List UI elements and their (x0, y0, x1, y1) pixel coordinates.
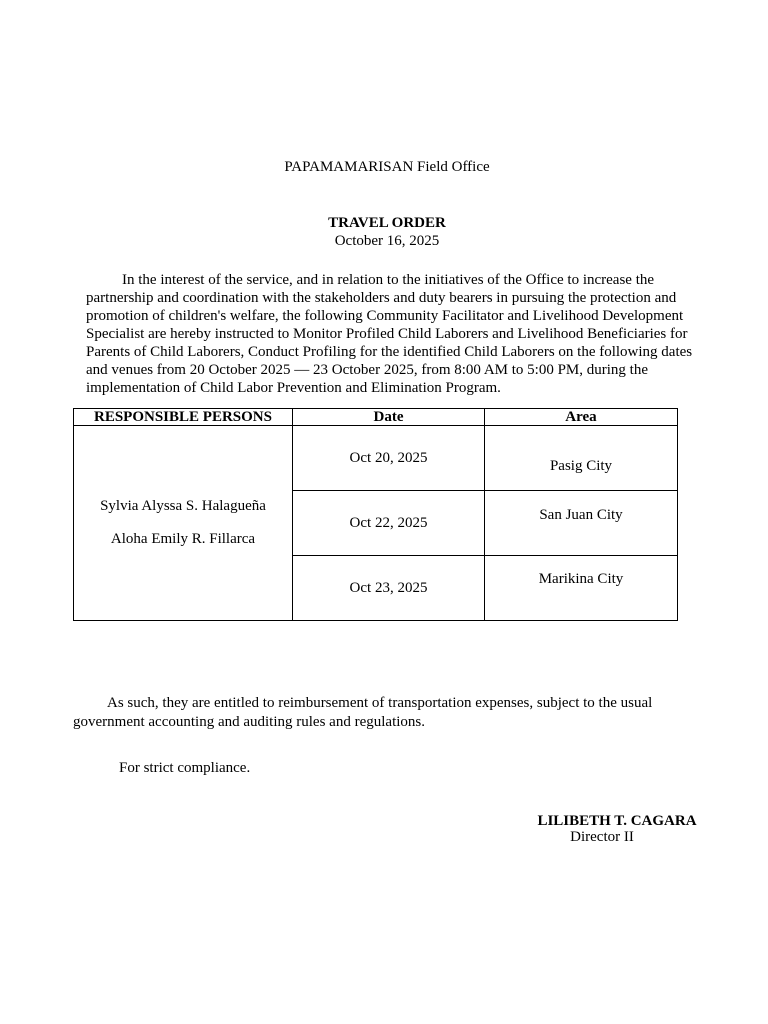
date-cell (293, 491, 485, 556)
responsible-persons-cell (74, 426, 293, 621)
column-header-area: Area (485, 409, 678, 426)
area-value: Marikina City (538, 571, 624, 587)
date-value: Oct 23, 2025 (349, 580, 428, 596)
date-value: Oct 20, 2025 (349, 450, 428, 466)
date-value: Oct 22, 2025 (349, 515, 428, 531)
person-name: Aloha Emily R. Fillarca (110, 531, 256, 547)
area-value: San Juan City (539, 507, 623, 523)
table-header-row (74, 409, 678, 426)
signatory-position: Director II (570, 829, 634, 845)
area-cell (485, 556, 678, 621)
area-cell (485, 491, 678, 556)
person-name: Sylvia Alyssa S. Halagueña (100, 498, 266, 514)
area-cell (485, 426, 678, 491)
column-header-date: Date (293, 409, 485, 426)
instruction-paragraph: In the interest of the service, and in relation to the initiatives of the Office to increase the partnership and coordination with the stakeholders and duty bearers in pursuing the protection and promotion of children's welfare, the following Community Facilitator and Livelihood Development Specialist are hereby instructed to Monitor Profiled Child Laborers and Livelihood Beneficiaries for Parents of Child Laborers, Conduct Profiling for the identified Child Laborers on the following dates and venues from 20 October 2025 — 23 October 2025, from 8:00 AM to 5:00 PM, during the implementation of Child Labor Prevention and Elimination Program. (86, 272, 693, 396)
signatory-name: LILIBETH T. CAGARA (537, 813, 697, 829)
schedule-table (73, 408, 678, 621)
date-cell (293, 556, 485, 621)
date-cell (293, 426, 485, 491)
reimbursement-paragraph: As such, they are entitled to reimbursement of transportation expenses, subject to the usual government accounting and auditing rules and regulations. (73, 695, 653, 730)
office-name: PAPAMAMARISAN Field Office (284, 159, 490, 175)
area-value: Pasig City (549, 458, 613, 474)
compliance-line: For strict compliance. (119, 760, 251, 776)
column-header-persons: RESPONSIBLE PERSONS (74, 409, 293, 426)
document-date: October 16, 2025 (334, 233, 440, 249)
document-title: TRAVEL ORDER (328, 215, 446, 231)
table-row (74, 426, 678, 491)
